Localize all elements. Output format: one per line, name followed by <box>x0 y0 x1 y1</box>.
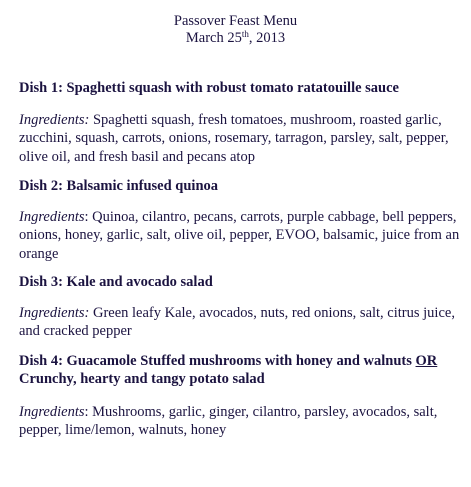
menu-date-ordinal: th <box>241 29 249 39</box>
dish-2-ingredients <box>19 208 467 263</box>
dish-1-ingredients-label: Ingredients: <box>19 112 90 128</box>
menu-date-year: , 2013 <box>248 30 286 46</box>
dish-4-title-or: OR <box>415 353 438 369</box>
dish-2-ingredients-text: : Quinoa, cilantro, pecans, carrots, purple cabbage, bell peppers, onions, honey, garlic, salt, olive oil, pepper, EVOO, balsamic, juice from an orange <box>19 209 460 262</box>
menu-header <box>0 13 471 47</box>
dish-3-ingredients-text: Green leafy Kale, avocados, nuts, red onions, salt, citrus juice, and cracked pepper <box>19 305 455 340</box>
dish-1-ingredients-text: Spaghetti squash, fresh tomatoes, mushroom, roasted garlic, zucchini, squash, carrots, onions, rosemary, tarragon, parsley, salt, pepper, olive oil, and fresh basil and pecans atop <box>19 112 449 165</box>
dish-1-ingredients <box>19 111 467 166</box>
dish-1-title: Dish 1: Spaghetti squash with robust tomato ratatouille sauce <box>19 80 399 96</box>
menu-title: Passover Feast Menu <box>173 13 298 29</box>
dish-4-title-main: Dish 4: Guacamole Stuffed mushrooms with honey and walnuts <box>19 353 412 369</box>
dish-2-ingredients-label: Ingredients <box>19 209 85 225</box>
dish-4-ingredients-label: Ingredients <box>19 404 85 420</box>
dish-4-title-alt: Crunchy, hearty and tangy potato salad <box>19 371 265 387</box>
menu-date-day: March 25 <box>185 30 242 46</box>
dish-3-ingredients-label: Ingredients: <box>19 305 90 321</box>
dish-2-title: Dish 2: Balsamic infused quinoa <box>19 178 219 194</box>
dish-4-ingredients-text: : Mushrooms, garlic, ginger, cilantro, parsley, avocados, salt, pepper, lime/lemon, walnuts, honey <box>19 404 438 439</box>
menu-date <box>0 30 471 47</box>
dish-4-ingredients <box>19 403 467 440</box>
dish-4-title <box>19 352 464 388</box>
dish-3-ingredients <box>19 304 467 341</box>
dish-3-title: Dish 3: Kale and avocado salad <box>19 274 213 290</box>
